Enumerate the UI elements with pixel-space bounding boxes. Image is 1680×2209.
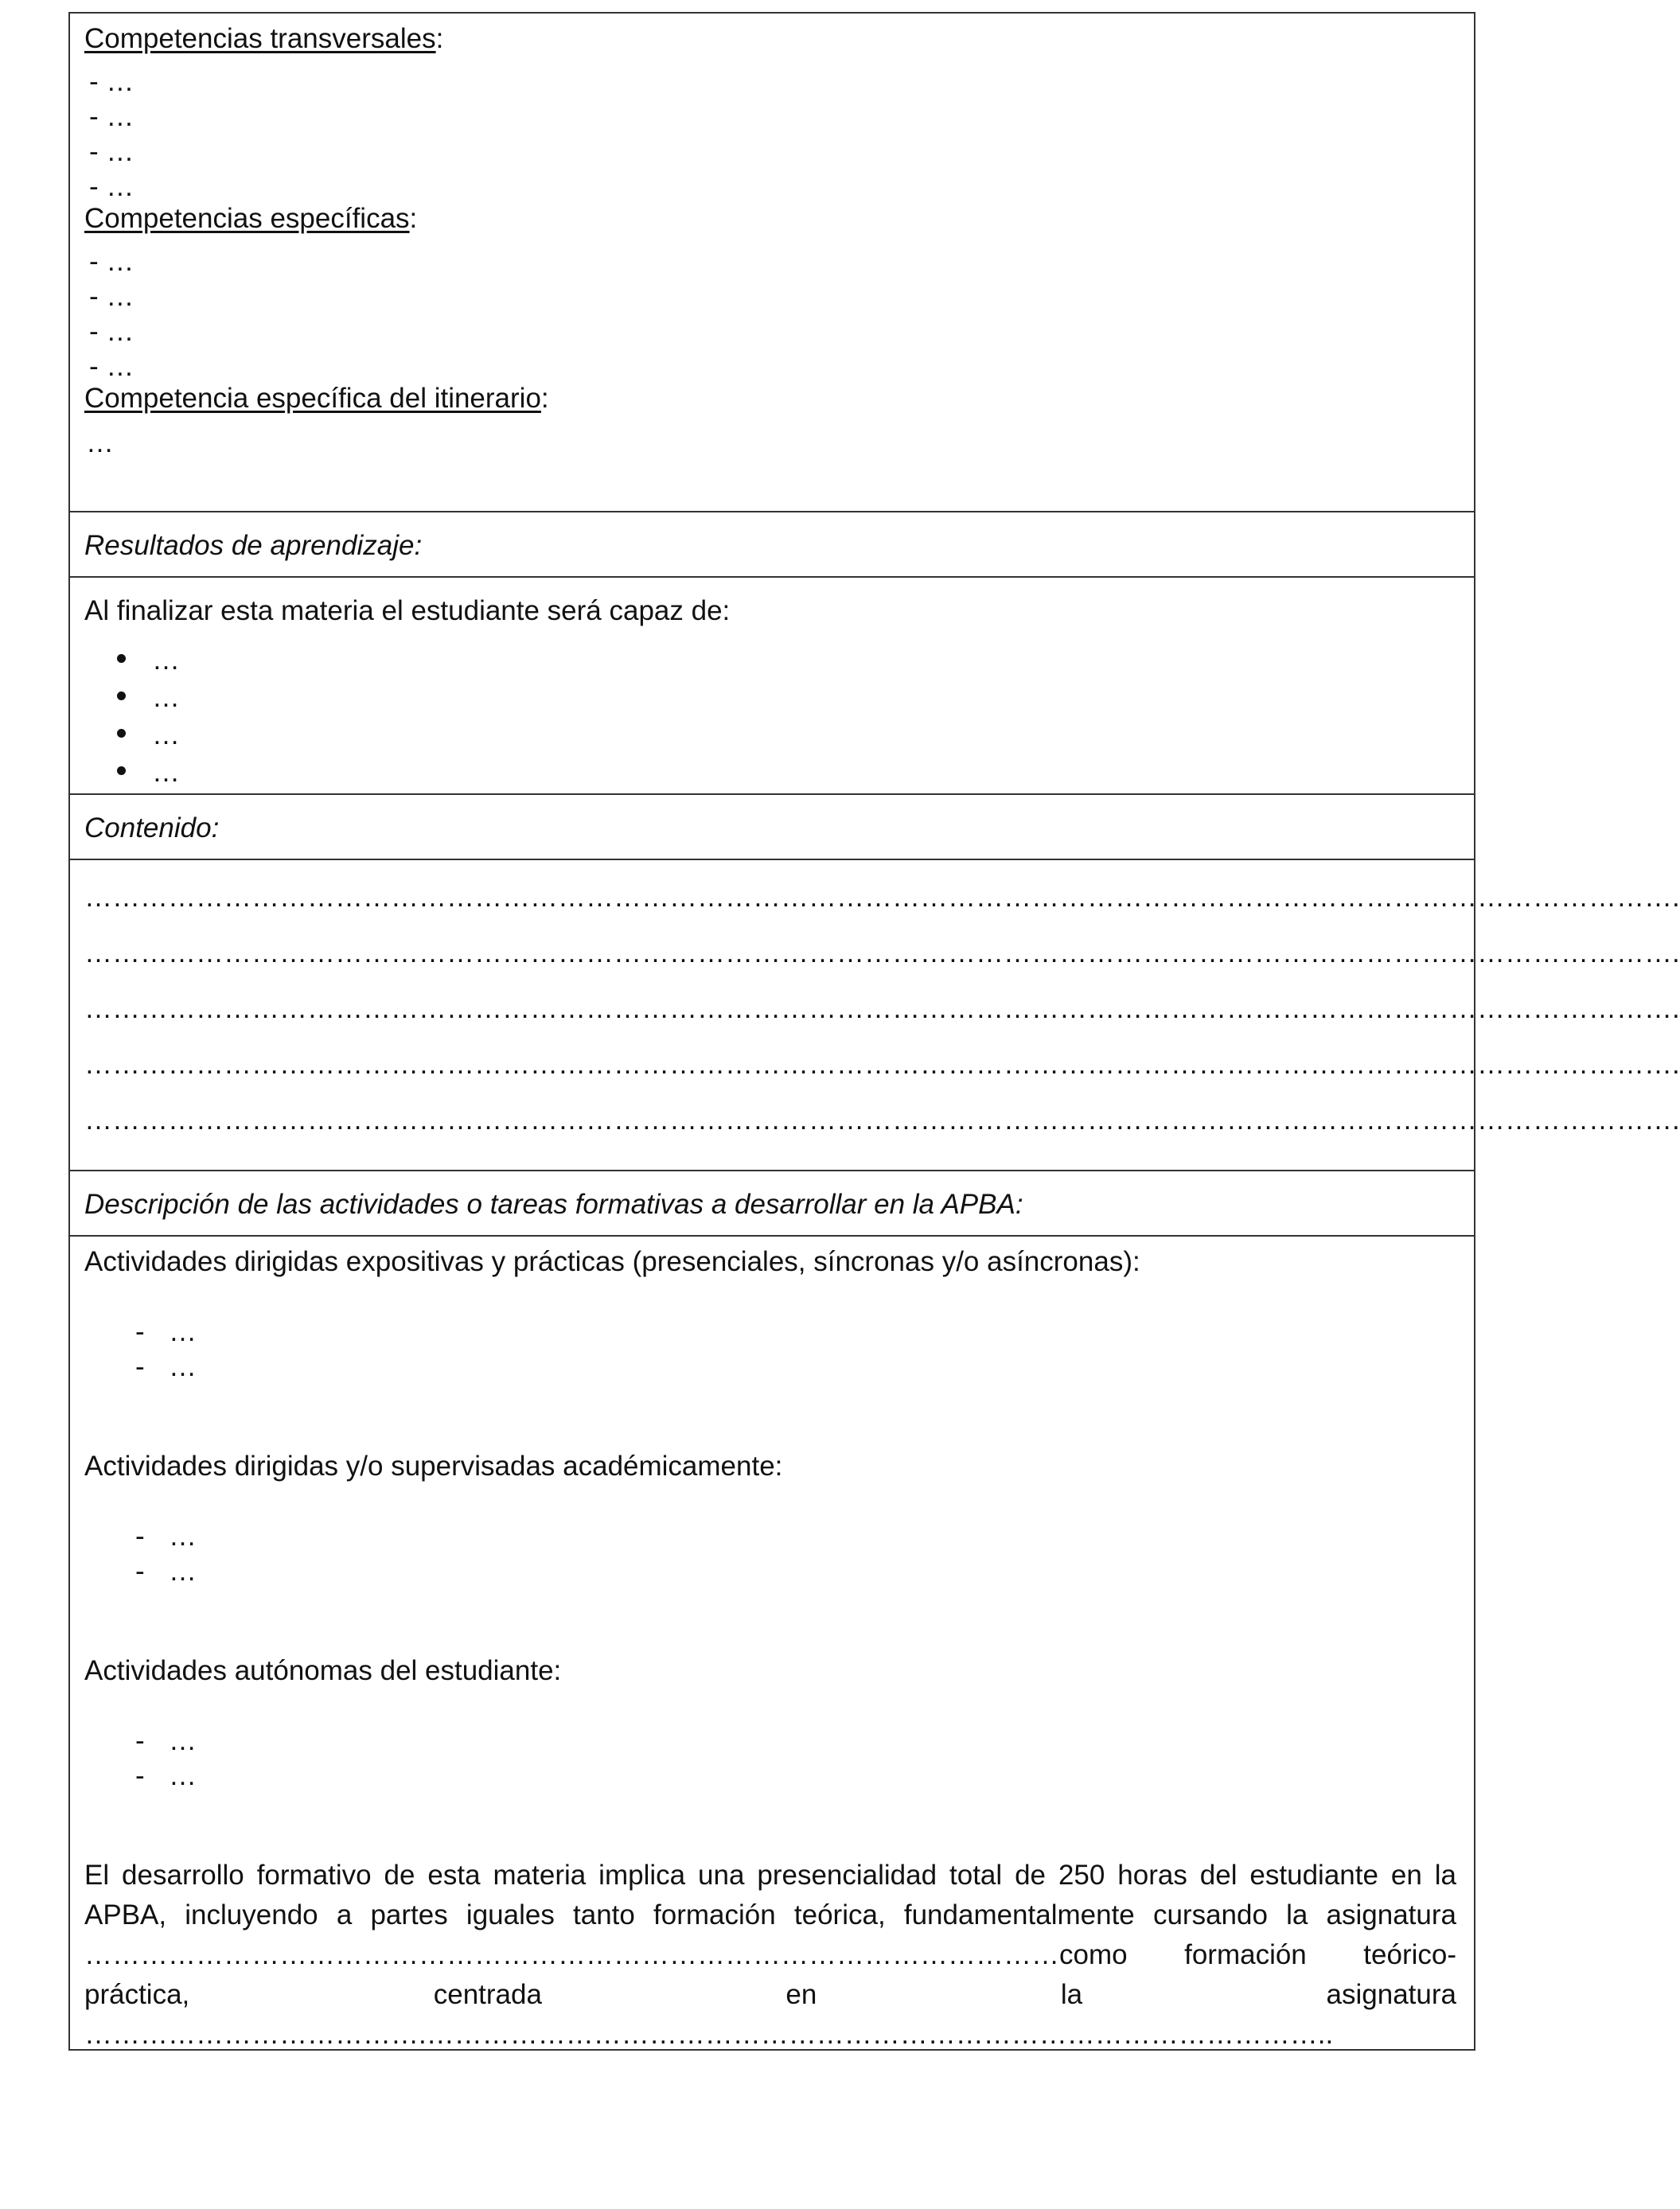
list-item: - … — [89, 316, 134, 347]
desarrollo-paragraph: El desarrollo formativo de esta materia implica una presencialidad total de 250 horas del estudiante en la APBA, incluyendo a partes iguales tanto formación teórica, fundamentalmente cursando la asignatura ……………………………………………………………………………………………como formación teórico-práctica, centrada en la asignatura ……………………………….…………………………………………………………………………………….. — [84, 1860, 1456, 2050]
item-text: … — [169, 1760, 197, 1791]
itinerario-value: … — [86, 427, 114, 458]
list-item — [84, 1759, 1456, 1856]
contenido-line: ………………………………………………………………………………………………………………………………………………………. — [84, 993, 1680, 1024]
resultados-heading-cell — [70, 512, 1474, 578]
list-item: … — [84, 718, 1456, 755]
especificas-heading — [84, 201, 1456, 244]
item-text: … — [169, 1316, 197, 1347]
contenido-line: ………………………………………………………………………………………………………………………………………………………. — [84, 882, 1680, 913]
colon: : — [409, 203, 418, 234]
actividades-content-cell — [70, 1237, 1474, 2049]
autonomas-label: Actividades autónomas del estudiante: — [84, 1655, 562, 1686]
contenido-line: ………………………………………………………………………………………………………………………………………………………. — [84, 1104, 1680, 1136]
list-item — [84, 1315, 1456, 1350]
dash: - — [135, 1725, 145, 1756]
resultados-intro: Al finalizar esta materia el estudiante será capaz de: — [84, 595, 731, 626]
itinerario-heading — [84, 381, 1456, 426]
list-item: - … — [89, 246, 134, 277]
list-item: … — [84, 643, 1456, 680]
contenido-line: ………………………………………………………………………………………………………………………………………………………. — [84, 1049, 1680, 1080]
competencias-cell — [70, 14, 1474, 512]
especificas-label: Competencias específicas — [84, 203, 410, 234]
list-item: - … — [89, 171, 134, 202]
contenido-content-cell — [70, 860, 1680, 1171]
item-text: … — [169, 1556, 197, 1587]
expositivas-label: Actividades dirigidas expositivas y prácticas (presenciales, síncronas y/o asíncronas): — [84, 1246, 1140, 1277]
dash: - — [135, 1521, 145, 1552]
colon: : — [435, 23, 444, 54]
list-item: - … — [89, 66, 134, 97]
dash: - — [135, 1351, 145, 1382]
list-item: - … — [89, 281, 134, 312]
list-item: … — [84, 680, 1456, 718]
list-item: - … — [89, 136, 134, 167]
item-text: … — [169, 1521, 197, 1552]
actividades-heading-cell — [70, 1171, 1474, 1237]
colon: : — [540, 383, 549, 414]
list-item — [84, 1724, 1456, 1759]
list-item: - … — [89, 101, 134, 132]
itinerario-label: Competencia específica del itinerario — [84, 383, 541, 414]
resultados-content-cell — [70, 578, 1474, 795]
supervisadas-label: Actividades dirigidas y/o supervisadas académicamente: — [84, 1451, 783, 1482]
dash: - — [135, 1316, 145, 1347]
dash: - — [135, 1760, 145, 1791]
transversales-label: Competencias transversales — [84, 23, 436, 54]
form-table — [68, 12, 1680, 2051]
list-item — [84, 1519, 1456, 1554]
list-item: - … — [89, 351, 134, 382]
dash: - — [135, 1556, 145, 1587]
contenido-heading: Contenido: — [84, 812, 220, 843]
list-item — [84, 1350, 1456, 1449]
transversales-heading — [84, 21, 1456, 64]
resultados-heading: Resultados de aprendizaje: — [84, 530, 423, 561]
list-item — [84, 1554, 1456, 1654]
item-text: … — [169, 1725, 197, 1756]
actividades-heading: Descripción de las actividades o tareas formativas a desarrollar en la APBA: — [84, 1189, 1023, 1220]
item-text: … — [169, 1351, 197, 1382]
contenido-heading-cell — [70, 795, 1474, 860]
contenido-line: ………………………………………………………………………………………………………………………………………………………. — [84, 937, 1680, 968]
list-item: … — [84, 755, 1456, 793]
